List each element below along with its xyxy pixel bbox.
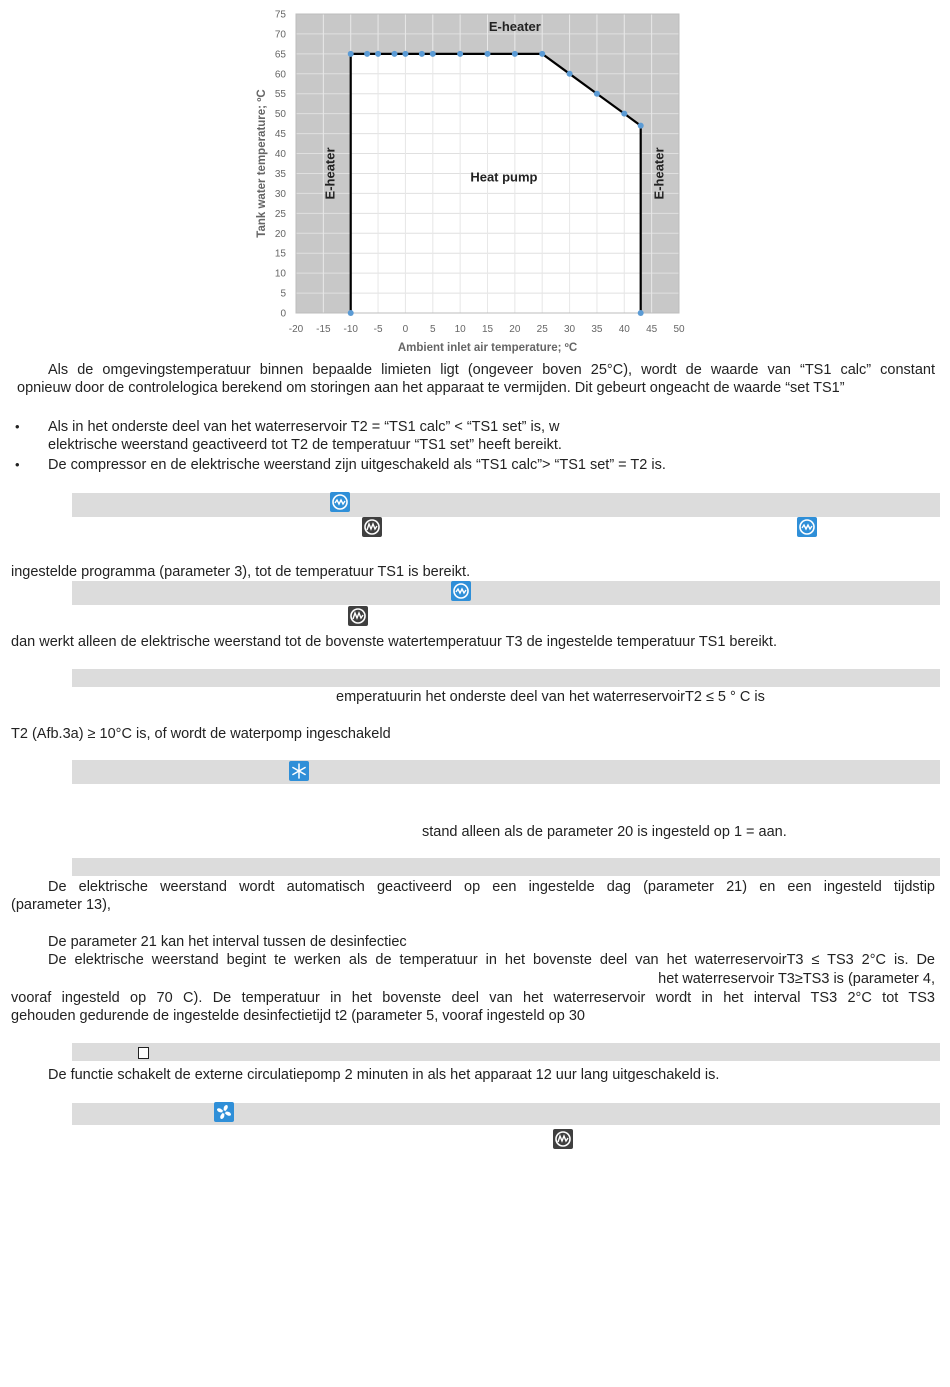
data-point [364, 51, 370, 57]
heater-blue-icon [797, 517, 817, 537]
data-point [638, 123, 644, 129]
checkbox-icon [138, 1047, 149, 1059]
x-axis-label: Ambient inlet air temperature; ºC [397, 342, 578, 354]
data-point [567, 71, 573, 77]
data-point [485, 51, 491, 57]
bullet-text: De compressor en de elektrische weerstand zijn uitgeschakeld als “TS1 calc”> “TS1 set” = T2 is. [48, 457, 666, 473]
y-tick-label: 15 [274, 248, 286, 260]
y-tick-label: 55 [274, 89, 286, 101]
section-bar [72, 1043, 940, 1061]
section-bar [72, 493, 940, 517]
y-tick-label: 35 [274, 168, 286, 180]
text-line: De functie schakelt de externe circulatiepomp 2 minuten in als het apparaat 12 uur lang uitgeschakeld is. [48, 1067, 720, 1083]
y-tick-label: 40 [274, 149, 286, 161]
region-label-center: Heat pump [470, 169, 538, 185]
paragraph-line: Als de omgevingstemperatuur binnen bepaalde limieten ligt (ongeveer boven 25°C), wordt de waarde van “TS1 calc” constant [48, 362, 935, 378]
bullet-dot: • [15, 457, 20, 472]
bullet-dot: • [15, 419, 20, 434]
data-point [348, 51, 354, 57]
heater-dark-icon [348, 606, 368, 626]
x-tick-label: 40 [618, 324, 630, 335]
paragraph-line: het waterreservoir T3≥TS3 is (parameter 4, [658, 971, 935, 987]
x-tick-label: -10 [343, 324, 358, 335]
x-tick-label: 10 [454, 324, 466, 335]
text-line: dan werkt alleen de elektrische weerstand tot de bovenste watertemperatuur T3 de ingestelde temperatuur TS1 bereikt. [11, 634, 777, 650]
section-bar [72, 1103, 940, 1125]
text-line: ingestelde programma (parameter 3), tot de temperatuur TS1 is bereikt. [11, 564, 471, 580]
data-point [430, 51, 436, 57]
paragraph-line: opnieuw door de controlelogica berekend om storingen aan het apparaat te vermijden. Dit gebeurt ongeacht de waarde “set TS1” [17, 380, 845, 396]
data-point [512, 51, 518, 57]
fan-icon [214, 1102, 234, 1122]
data-point [375, 51, 381, 57]
section-bar [72, 760, 940, 784]
y-axis-label: Tank water temperature; ºC [256, 89, 268, 238]
bullet-text: Als in het onderste deel van het waterreservoir T2 = “TS1 calc” < “TS1 set” is, w [48, 419, 560, 435]
heater-dark-icon [362, 517, 382, 537]
paragraph-line: gehouden gedurende de ingestelde desinfectietijd t2 (parameter 5, vooraf ingesteld op 30 [11, 1008, 585, 1024]
x-tick-label: 30 [564, 324, 576, 335]
paragraph-line: (parameter 13), [11, 897, 111, 913]
data-point [638, 310, 644, 316]
chart-svg [252, 5, 692, 357]
heater-blue-icon [451, 581, 471, 601]
data-point [402, 51, 408, 57]
x-tick-label: -20 [288, 324, 304, 335]
x-tick-label: -5 [373, 324, 383, 335]
paragraph-line: De parameter 21 kan het interval tussen de desinfectiec [48, 934, 407, 950]
x-tick-label: 25 [536, 324, 548, 335]
y-tick-label: 10 [274, 268, 286, 280]
x-tick-label: 35 [591, 324, 603, 335]
section-bar [72, 669, 940, 687]
data-point [539, 51, 545, 57]
text-line: emperatuurin het onderste deel van het waterreservoirT2 ≤ 5 ° C is [336, 689, 765, 705]
data-point [594, 91, 600, 97]
y-tick-label: 45 [274, 129, 286, 141]
section-bar [72, 581, 940, 605]
section-bar [72, 858, 940, 876]
data-point [457, 51, 463, 57]
text-line: T2 (Afb.3a) ≥ 10°C is, of wordt de waterpomp ingeschakeld [11, 726, 391, 742]
heater-blue-icon [330, 492, 350, 512]
y-tick-label: 70 [274, 29, 286, 41]
x-tick-label: 15 [481, 324, 494, 335]
x-tick-label: 0 [402, 324, 409, 335]
y-tick-label: 20 [274, 228, 286, 240]
heater-dark-icon [553, 1129, 573, 1149]
y-tick-label: 30 [274, 188, 286, 200]
data-point [348, 310, 354, 316]
paragraph-line: De elektrische weerstand wordt automatisch geactiveerd op een ingestelde dag (parameter 21) en een ingesteld tijdstip [48, 879, 935, 895]
y-tick-label: 0 [280, 308, 286, 320]
data-point [391, 51, 397, 57]
y-tick-label: 65 [274, 49, 286, 61]
x-tick-label: 5 [430, 324, 436, 335]
data-point [419, 51, 425, 57]
snowflake-icon [289, 761, 309, 781]
paragraph-line: vooraf ingesteld op 70 C). De temperatuur in het bovenste deel van het waterreservoir wordt in het interval TS3 2°C tot TS3 [11, 990, 935, 1006]
y-tick-label: 75 [274, 9, 286, 21]
bullet-text: elektrische weerstand geactiveerd tot T2 de temperatuur “TS1 set” heeft bereikt. [48, 437, 562, 453]
y-tick-label: 50 [274, 109, 286, 121]
x-tick-label: 45 [646, 324, 658, 335]
operating-range-chart [252, 5, 692, 357]
x-tick-label: 20 [509, 324, 521, 335]
data-point [621, 111, 627, 117]
y-tick-label: 5 [280, 288, 286, 300]
region-label-top: E-heater [488, 19, 541, 34]
region-label-left: E-heater [322, 147, 338, 200]
y-tick-label: 25 [274, 208, 286, 220]
paragraph-line: De elektrische weerstand begint te werken als de temperatuur in het bovenste deel van het waterreservoirT3 ≤ TS3 2°C is. De [48, 952, 935, 968]
text-line: stand alleen als de parameter 20 is ingesteld op 1 = aan. [422, 824, 787, 840]
x-tick-label: 50 [673, 324, 685, 335]
x-tick-label: -15 [316, 324, 331, 335]
region-label-right: E-heater [651, 147, 667, 200]
y-tick-label: 60 [274, 69, 286, 81]
